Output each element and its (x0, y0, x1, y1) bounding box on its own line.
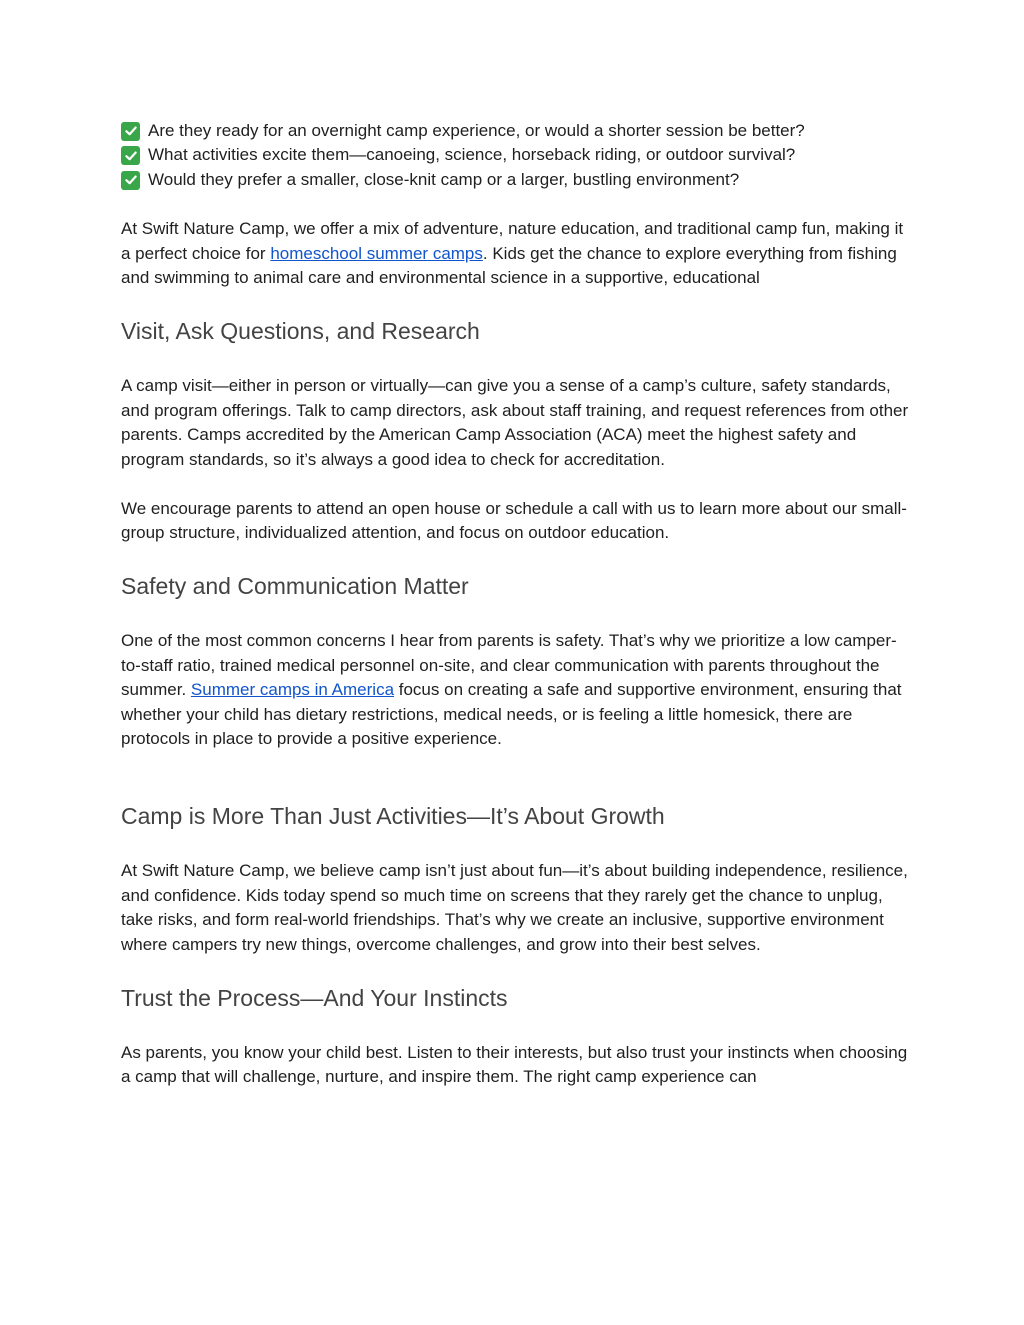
intro-text-before-link: At Swift Nature Camp, we offer a mix of adventure, nature education, and traditional camp fun, making it a perfect choice for (121, 219, 904, 263)
intro-text-after-link: . Kids get the chance to explore everything from fishing and swimming to animal care and environmental science in a supportive, educational (121, 243, 897, 288)
safety-paragraph (121, 629, 911, 751)
section-heading-trust: Trust the Process—And Your Instincts (121, 985, 508, 1012)
section-heading-safety: Safety and Communication Matter (121, 573, 469, 600)
checklist-item (121, 168, 911, 192)
trust-paragraph: As parents, you know your child best. Listen to their interests, but also trust your instincts when choosing a camp that will challenge, nurture, and inspire them. The right camp experience can (121, 1043, 908, 1087)
intro-paragraph (121, 217, 911, 290)
question-checklist (121, 119, 911, 192)
safety-text-after-link: focus on creating a safe and supportive environment, ensuring that whether your child has dietary restrictions, medical needs, or is feeling a little homesick, there are protocols in place to provide a positive experience. (121, 680, 902, 748)
checklist-item (121, 143, 911, 167)
checklist-item-text: Are they ready for an overnight camp experience, or would a shorter session be better? (148, 121, 805, 140)
document-page (121, 119, 911, 1090)
homeschool-summer-camps-link[interactable]: homeschool summer camps (270, 243, 483, 263)
visit-paragraph-2: We encourage parents to attend an open house or schedule a call with us to learn more about our small-group structure, individualized attention, and focus on outdoor education. (121, 498, 907, 542)
checklist-item (121, 119, 911, 143)
growth-paragraph: At Swift Nature Camp, we believe camp isn’t just about fun—it’s about building independence, resilience, and confidence. Kids today spend so much time on screens that they rarely get the chance to unplug, take risks, and form real-world friendships. That’s why we create an inclusive, supportive environment where campers try new things, overcome challenges, and grow into their best selves. (121, 861, 908, 954)
safety-text-before-link: One of the most common concerns I hear from parents is safety. That’s why we prioritize a low camper-to-staff ratio, trained medical personnel on-site, and clear communication with parents throughout the summer. (121, 631, 897, 700)
checklist-item-text: Would they prefer a smaller, close-knit camp or a larger, bustling environment? (148, 169, 740, 189)
check-mark-icon (121, 146, 140, 165)
section-heading-growth: Camp is More Than Just Activities—It’s About Growth (121, 803, 665, 830)
checklist-item-text: What activities excite them—canoeing, science, horseback riding, or outdoor survival? (148, 145, 796, 165)
section-heading-visit: Visit, Ask Questions, and Research (121, 318, 480, 345)
check-mark-icon (121, 171, 140, 190)
visit-paragraph-1: A camp visit—either in person or virtually—can give you a sense of a camp’s culture, safety standards, and program offerings. Talk to camp directors, ask about staff training, and request references from other parents. Camps accredited by the American Camp Association (ACA) meet the highest safety and program standards, so it’s always a good idea to check for accreditation. (121, 376, 909, 469)
check-mark-icon (121, 122, 140, 141)
summer-camps-in-america-link[interactable]: Summer camps in America (190, 680, 395, 700)
